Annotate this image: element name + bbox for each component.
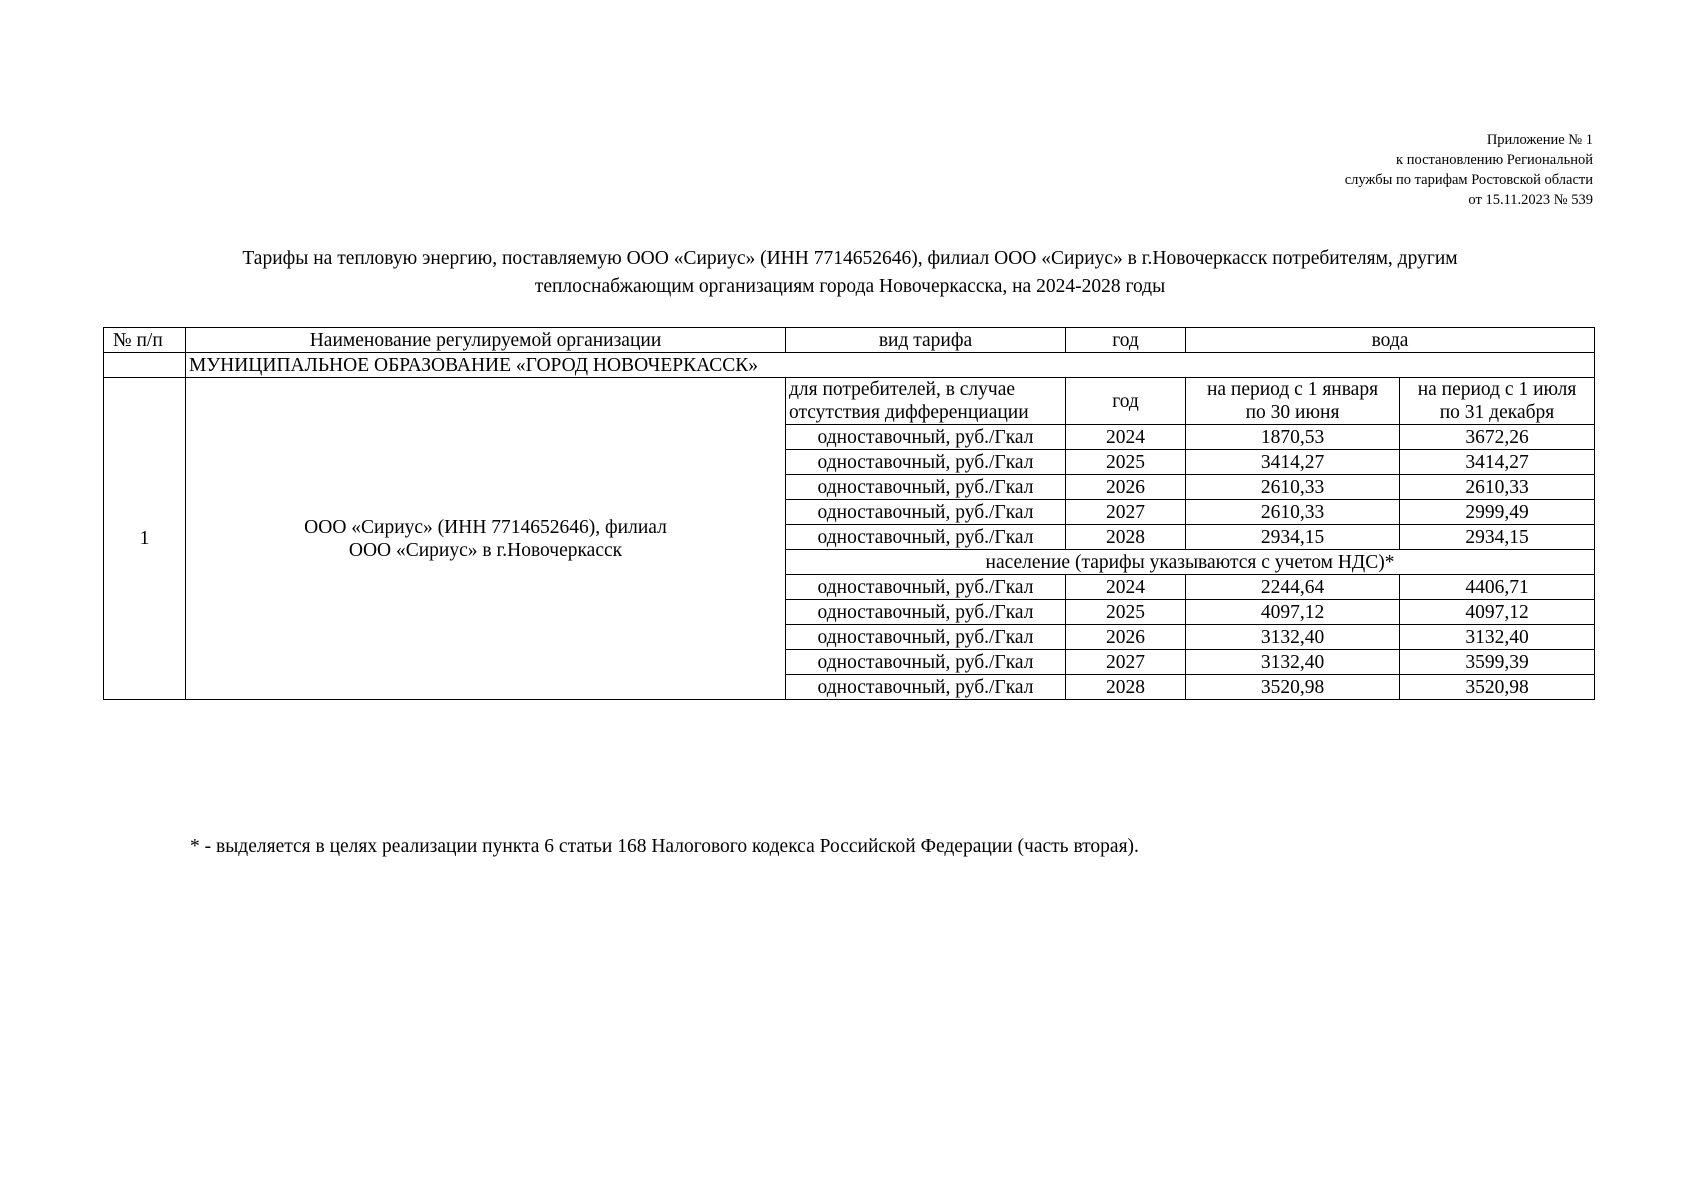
tariff-type-cell: одноставочный, руб./Гкал [786, 500, 1066, 525]
footnote: * - выделяется в целях реализации пункта 6 статьи 168 Налогового кодекса Российской Федерации (часть вторая). [190, 836, 1139, 857]
year-cell: 2026 [1066, 625, 1186, 650]
period-1-value: 2934,15 [1186, 525, 1400, 550]
subheader-consumers-line: для потребителей, в случае [789, 379, 1016, 400]
period-2-value: 2934,15 [1400, 525, 1595, 550]
header-year: год [1066, 328, 1186, 353]
appendix-line: от 15.11.2023 № 539 [1468, 192, 1593, 208]
tariff-type-cell: одноставочный, руб./Гкал [786, 575, 1066, 600]
period-1-value: 3132,40 [1186, 650, 1400, 675]
table-header-row [104, 328, 1595, 353]
title-line: теплоснабжающим организациям города Новочеркасска, на 2024-2028 годы [534, 276, 1166, 297]
subheader-row [104, 378, 1595, 425]
municipality-row [104, 353, 1595, 378]
subheader-period-2 [1400, 378, 1595, 425]
header-organization: Наименование регулируемой организации [186, 328, 786, 353]
year-cell: 2027 [1066, 650, 1186, 675]
period-2-value: 2999,49 [1400, 500, 1595, 525]
period-1-value: 1870,53 [1186, 425, 1400, 450]
municipality-empty-cell [104, 353, 186, 378]
period-2-value: 4406,71 [1400, 575, 1595, 600]
subheader-year: год [1066, 378, 1186, 425]
period-1-value: 4097,12 [1186, 600, 1400, 625]
period-2-value: 3132,40 [1400, 625, 1595, 650]
header-number: № п/п [104, 328, 186, 353]
header-water: вода [1186, 328, 1595, 353]
period-2-value: 3414,27 [1400, 450, 1595, 475]
subheader-consumers [786, 378, 1066, 425]
period-2-value: 2610,33 [1400, 475, 1595, 500]
subheader-period-1 [1186, 378, 1400, 425]
year-cell: 2027 [1066, 500, 1186, 525]
appendix-line: к постановлению Региональной [1396, 152, 1593, 168]
row-number: 1 [104, 378, 186, 700]
appendix-line: службы по тарифам Ростовской области [1344, 172, 1593, 188]
tariff-type-cell: одноставочный, руб./Гкал [786, 475, 1066, 500]
year-cell: 2024 [1066, 575, 1186, 600]
period-1-value: 3132,40 [1186, 625, 1400, 650]
appendix-note [1345, 130, 1593, 210]
year-cell: 2025 [1066, 450, 1186, 475]
period-1-value: 2610,33 [1186, 500, 1400, 525]
period-2-line: на период с 1 июля [1417, 379, 1577, 400]
period-2-value: 3672,26 [1400, 425, 1595, 450]
period-2-value: 3599,39 [1400, 650, 1595, 675]
period-1-value: 3520,98 [1186, 675, 1400, 700]
tariff-type-cell: одноставочный, руб./Гкал [786, 425, 1066, 450]
period-1-line: на период с 1 января [1206, 379, 1379, 400]
document-title [100, 245, 1600, 301]
tariff-type-cell: одноставочный, руб./Гкал [786, 625, 1066, 650]
year-cell: 2028 [1066, 525, 1186, 550]
year-cell: 2028 [1066, 675, 1186, 700]
organization-line: ООО «Сириус» в г.Новочеркасск [348, 539, 623, 561]
period-1-value: 2244,64 [1186, 575, 1400, 600]
period-2-value: 4097,12 [1400, 600, 1595, 625]
organization-cell [186, 378, 786, 700]
year-cell: 2026 [1066, 475, 1186, 500]
organization-line: ООО «Сириус» (ИНН 7714652646), филиал [304, 516, 667, 538]
year-cell: 2025 [1066, 600, 1186, 625]
title-line: Тарифы на тепловую энергию, поставляемую ООО «Сириус» (ИНН 7714652646), филиал ООО «Сириус» в г.Новочеркасск потребителям, другим [242, 248, 1458, 269]
subheader-consumers-line: отсутствия дифференциации [789, 402, 1029, 423]
tariff-type-cell: одноставочный, руб./Гкал [786, 600, 1066, 625]
period-2-value: 3520,98 [1400, 675, 1595, 700]
period-1-line: по 30 июня [1245, 402, 1340, 423]
year-cell: 2024 [1066, 425, 1186, 450]
period-2-line: по 31 декабря [1439, 402, 1555, 423]
tariffs-table [103, 327, 1595, 700]
municipality-name: МУНИЦИПАЛЬНОЕ ОБРАЗОВАНИЕ «ГОРОД НОВОЧЕРКАССК» [186, 353, 1595, 378]
tariff-type-cell: одноставочный, руб./Гкал [786, 450, 1066, 475]
period-1-value: 3414,27 [1186, 450, 1400, 475]
tariff-type-cell: одноставочный, руб./Гкал [786, 525, 1066, 550]
tariff-type-cell: одноставочный, руб./Гкал [786, 650, 1066, 675]
period-1-value: 2610,33 [1186, 475, 1400, 500]
tariff-type-cell: одноставочный, руб./Гкал [786, 675, 1066, 700]
population-header: население (тарифы указываются с учетом НДС)* [786, 550, 1595, 575]
header-tariff-type: вид тарифа [786, 328, 1066, 353]
appendix-line: Приложение № 1 [1486, 132, 1593, 148]
